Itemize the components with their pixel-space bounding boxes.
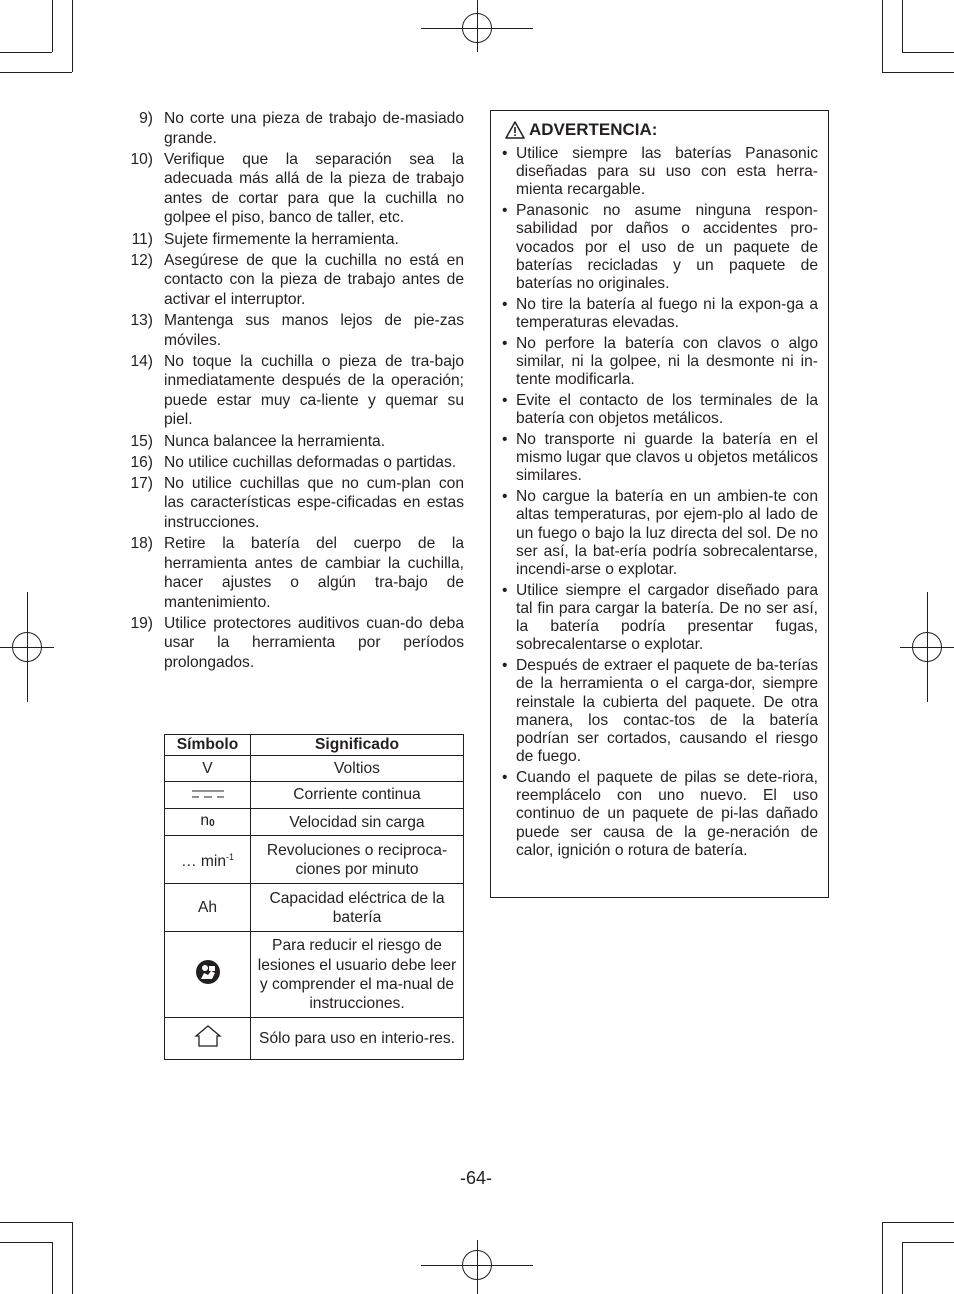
- list-item: [126, 230, 464, 250]
- table-row: [165, 884, 464, 932]
- list-item: [126, 352, 464, 430]
- list-item: [126, 453, 464, 473]
- bullet: •: [502, 581, 508, 599]
- warning-item-text: No tire la batería al fuego ni la expon-ga a temperaturas elevadas.: [516, 295, 818, 332]
- list-item: [126, 150, 464, 228]
- list-item-number: 15): [130, 432, 153, 450]
- list-item: [126, 311, 464, 350]
- bullet: •: [502, 769, 508, 787]
- list-item-text: Mantenga sus manos lejos de pie-zas móviles.: [164, 311, 464, 349]
- list-item-text: Asegúrese de que la cuchilla no está en contacto con la pieza de trabajo antes de activar el interruptor.: [164, 251, 464, 308]
- list-item-text: Nunca balancee la herramienta.: [164, 432, 386, 450]
- meaning-cell: Revoluciones o reciproca-ciones por minuto: [251, 836, 464, 884]
- warning-item: [502, 202, 818, 293]
- table-row: [165, 1018, 464, 1060]
- symbol-cell: [165, 932, 251, 1018]
- warning-box: [490, 110, 829, 898]
- bullet: •: [502, 334, 508, 352]
- list-item-number: 12): [130, 251, 153, 269]
- list-item-number: 10): [130, 150, 153, 168]
- meaning-cell: Voltios: [251, 756, 464, 782]
- table-row: [165, 809, 464, 836]
- list-item: [126, 534, 464, 612]
- list-item: [126, 614, 464, 673]
- list-item-text: No utilice cuchillas deformadas o partidas.: [164, 453, 457, 471]
- warning-title: ADVERTENCIA:: [505, 120, 657, 140]
- bullet: •: [502, 202, 508, 220]
- warning-item: [502, 769, 818, 860]
- table-row: [165, 836, 464, 884]
- warning-item-text: Cuando el paquete de pilas se dete-riora, reemplácelo con uno nuevo. El uso continuo de un paquete de pi-las dañado puede ser causa de la ge-neración de calor, ignición o rotura de batería.: [516, 769, 818, 859]
- read-manual-icon: [195, 959, 221, 985]
- header-symbol: Símbolo: [165, 735, 251, 756]
- list-item-text: No toque la cuchilla o pieza de tra-bajo inmediatamente después de la operación; puede estar muy ca-liente y quemar su piel.: [164, 352, 464, 429]
- warning-item-text: No transporte ni guarde la batería en el mismo lugar que clavos u objetos metálicos similares.: [516, 431, 818, 485]
- warning-item: [502, 145, 818, 200]
- bullet: •: [502, 295, 508, 313]
- list-item-number: 17): [130, 474, 153, 492]
- meaning-cell: Velocidad sin carga: [251, 809, 464, 836]
- warning-item-text: Evite el contacto de los terminales de la batería con objetos metálicos.: [516, 392, 818, 428]
- symbol-cell: V: [165, 756, 251, 782]
- symbol-cell: … $\min^{-1}$: [165, 836, 251, 884]
- symbol-cell: n0: [165, 809, 251, 836]
- symbol-cell: [165, 782, 251, 809]
- dc-current-icon: [191, 789, 225, 799]
- table-row: [165, 782, 464, 809]
- warning-triangle-icon: [505, 121, 525, 139]
- list-item-number: 13): [130, 311, 153, 329]
- symbols-table: [164, 734, 464, 1060]
- list-item-number: 19): [130, 614, 153, 632]
- warning-item: [502, 582, 818, 655]
- warning-item: [502, 657, 818, 766]
- list-item: [126, 109, 464, 148]
- warning-list: [502, 145, 818, 863]
- table-row: [165, 756, 464, 782]
- warning-item: [502, 431, 818, 486]
- list-item-number: 11): [131, 230, 153, 248]
- header-meaning: Significado: [251, 735, 464, 756]
- warning-item: [502, 392, 818, 428]
- warning-item-text: No cargue la batería en un ambien-te con altas temperaturas, por ejem-plo al lado de un fuego o bajo la luz directa del sol. De no ser así, la bat-ería podría sobrecalentarse, incendi-arse o explotar.: [516, 488, 818, 579]
- warning-item: [502, 296, 818, 332]
- list-item: [126, 251, 464, 310]
- warning-item-text: Después de extraer el paquete de ba-terías de la herramienta o el carga-dor, siempre reinstale la cubierta del paquete. De otra manera, los contac-tos de la batería podrían ser cortados, causando el riesgo de fuego.: [516, 657, 818, 766]
- list-item: [126, 432, 464, 452]
- symbol-cell: Ah: [165, 884, 251, 932]
- symbol-cell: [165, 1018, 251, 1060]
- list-item: [126, 474, 464, 533]
- list-item-number: 18): [130, 534, 153, 552]
- meaning-cell: Sólo para uso en interio-res.: [251, 1018, 464, 1060]
- meaning-cell: Capacidad eléctrica de la batería: [251, 884, 464, 932]
- list-item-text: Verifique que la separación sea la adecuada más allá de la pieza de trabajo antes de cortar para que la cuchilla no golpee el piso, banco de taller, etc.: [164, 150, 464, 227]
- warning-item-text: Utilice siempre las baterías Panasonic diseñadas para su uso con esta herra-mienta recargable.: [516, 145, 818, 199]
- list-item-text: Sujete firmemente la herramienta.: [164, 230, 399, 248]
- bullet: •: [502, 145, 508, 162]
- warning-item-text: Utilice siempre el cargador diseñado para tal fin para cargar la batería. De no ser así, la batería podría presentar fugas, sobrecalentarse o explotar.: [516, 581, 818, 654]
- meaning-cell: Para reducir el riesgo de lesiones el usuario debe leer y comprender el ma-nual de instrucciones.: [251, 932, 464, 1018]
- bullet: •: [502, 392, 508, 410]
- list-item-text: No corte una pieza de trabajo de-masiado grande.: [164, 110, 464, 147]
- list-item-number: 16): [130, 453, 153, 471]
- list-item-number: 9): [139, 110, 153, 127]
- list-item-text: No utilice cuchillas que no cum-plan con las características espe-cificadas en estas instrucciones.: [164, 474, 464, 531]
- bullet: •: [502, 657, 508, 675]
- warning-item-text: No perfore la batería con clavos o algo similar, ni la golpee, ni la desmonte ni in-tente modificarla.: [516, 334, 818, 389]
- warning-item: [502, 488, 818, 579]
- warning-item-text: Panasonic no asume ninguna respon-sabilidad por daños o accidentes pro-vocados por el uso de un paquete de baterías recicladas y un paquete de baterías no originales.: [516, 202, 818, 293]
- safety-instructions-list: [126, 109, 464, 674]
- page-number: -64-: [460, 1168, 493, 1188]
- bullet: •: [502, 488, 508, 506]
- list-item-text: Retire la batería del cuerpo de la herramienta antes de cambiar la cuchilla, hacer ajustes o algún tra-bajo de mantenimiento.: [164, 534, 464, 611]
- indoor-use-icon: [194, 1024, 222, 1048]
- table-header-row: [165, 735, 464, 756]
- meaning-cell: Corriente continua: [251, 782, 464, 809]
- list-item-number: 14): [130, 352, 153, 370]
- table-row: [165, 932, 464, 1018]
- bullet: •: [502, 431, 508, 449]
- warning-item: [502, 335, 818, 390]
- list-item-text: Utilice protectores auditivos cuan-do deba usar la herramienta por períodos prolongados.: [164, 614, 464, 672]
